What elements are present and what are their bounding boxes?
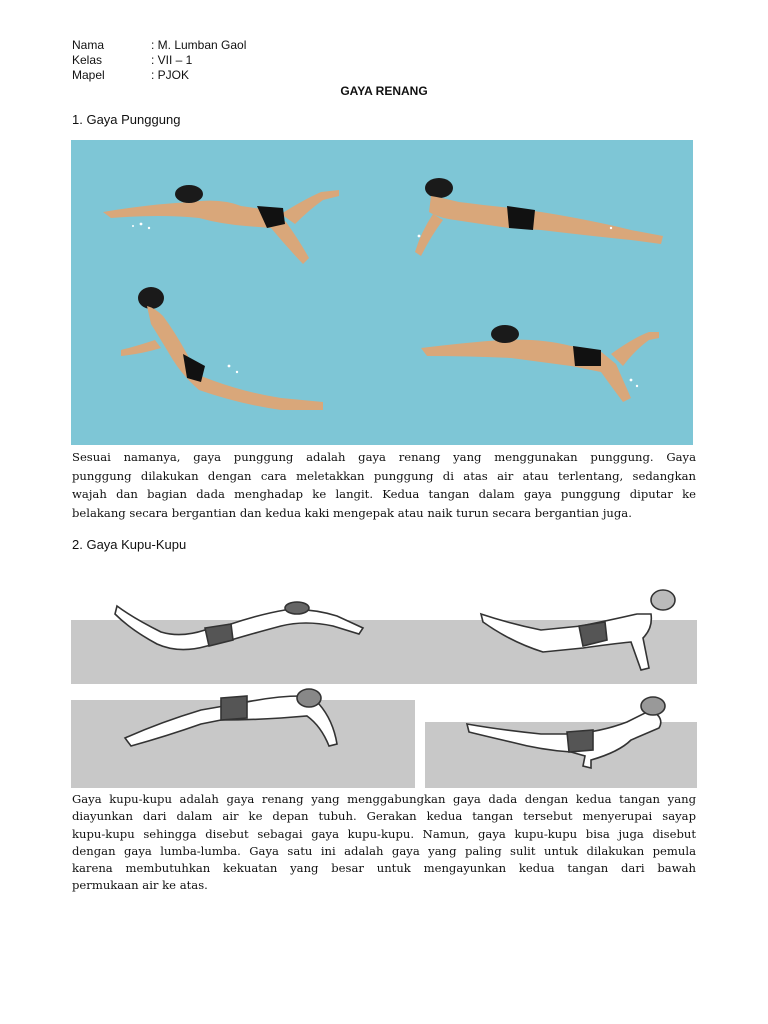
paragraph-line: Sesuai namanya, gaya punggung adalah gaya renang yang menggunakan punggung. Gaya <box>72 450 696 464</box>
backstroke-illustration <box>71 140 693 445</box>
subject-label: Mapel <box>72 68 105 82</box>
paragraph-line: diayunkan dari dalam air ke depan tubuh. Gerakan kedua tangan tersebut menyerupai sayap <box>72 809 696 824</box>
paragraph-line: Gaya kupu-kupu adalah gaya renang yang menggabungkan gaya dada dengan kedua tangan yang <box>72 792 696 806</box>
paragraph-line: kupu-kupu sehingga disebut sebagai gaya kupu-kupu. Namun, gaya kupu-kupu bisa juga disebut <box>72 826 696 841</box>
swimmer-figure <box>121 287 323 410</box>
butterfly-description <box>72 791 696 895</box>
paragraph-line: permukaan air ke atas. <box>72 878 208 893</box>
paragraph-line: karena membutuhkan kekuatan yang besar untuk mengayunkan kedua tangan dari bawah <box>72 861 696 876</box>
paragraph-line: punggung dilakukan dengan cara meletakkan punggung di atas air atau terlentang, sedangkan <box>72 468 696 483</box>
class-value: : VII – 1 <box>151 53 193 67</box>
section-heading-backstroke: 1. Gaya Punggung <box>72 112 181 127</box>
subject-value: : PJOK <box>151 68 190 82</box>
class-label: Kelas <box>72 53 103 67</box>
swimmer-figure <box>415 178 663 256</box>
name-label: Nama <box>72 38 105 52</box>
section-heading-butterfly: 2. Gaya Kupu-Kupu <box>72 537 187 552</box>
paragraph-line: belakang secara bergantian dan kedua kaki mengepak atau naik turun secara bergantian juga. <box>72 505 632 520</box>
document-title: GAYA RENANG <box>340 84 428 98</box>
backstroke-description <box>72 448 696 522</box>
paragraph-line: dengan gaya lumba-lumba. Gaya satu ini adalah gaya yang paling sulit untuk dilakukan pemula <box>72 843 696 858</box>
name-value: : M. Lumban Gaol <box>151 38 247 52</box>
water-panel <box>425 722 697 788</box>
paragraph-line: wajah dan bagian dada menghadap ke langit. Kedua tangan dalam gaya punggung diputar ke <box>72 487 696 501</box>
swimmer-figure <box>103 185 339 264</box>
swimmer-figure <box>421 325 659 402</box>
butterfly-illustration <box>71 568 697 790</box>
